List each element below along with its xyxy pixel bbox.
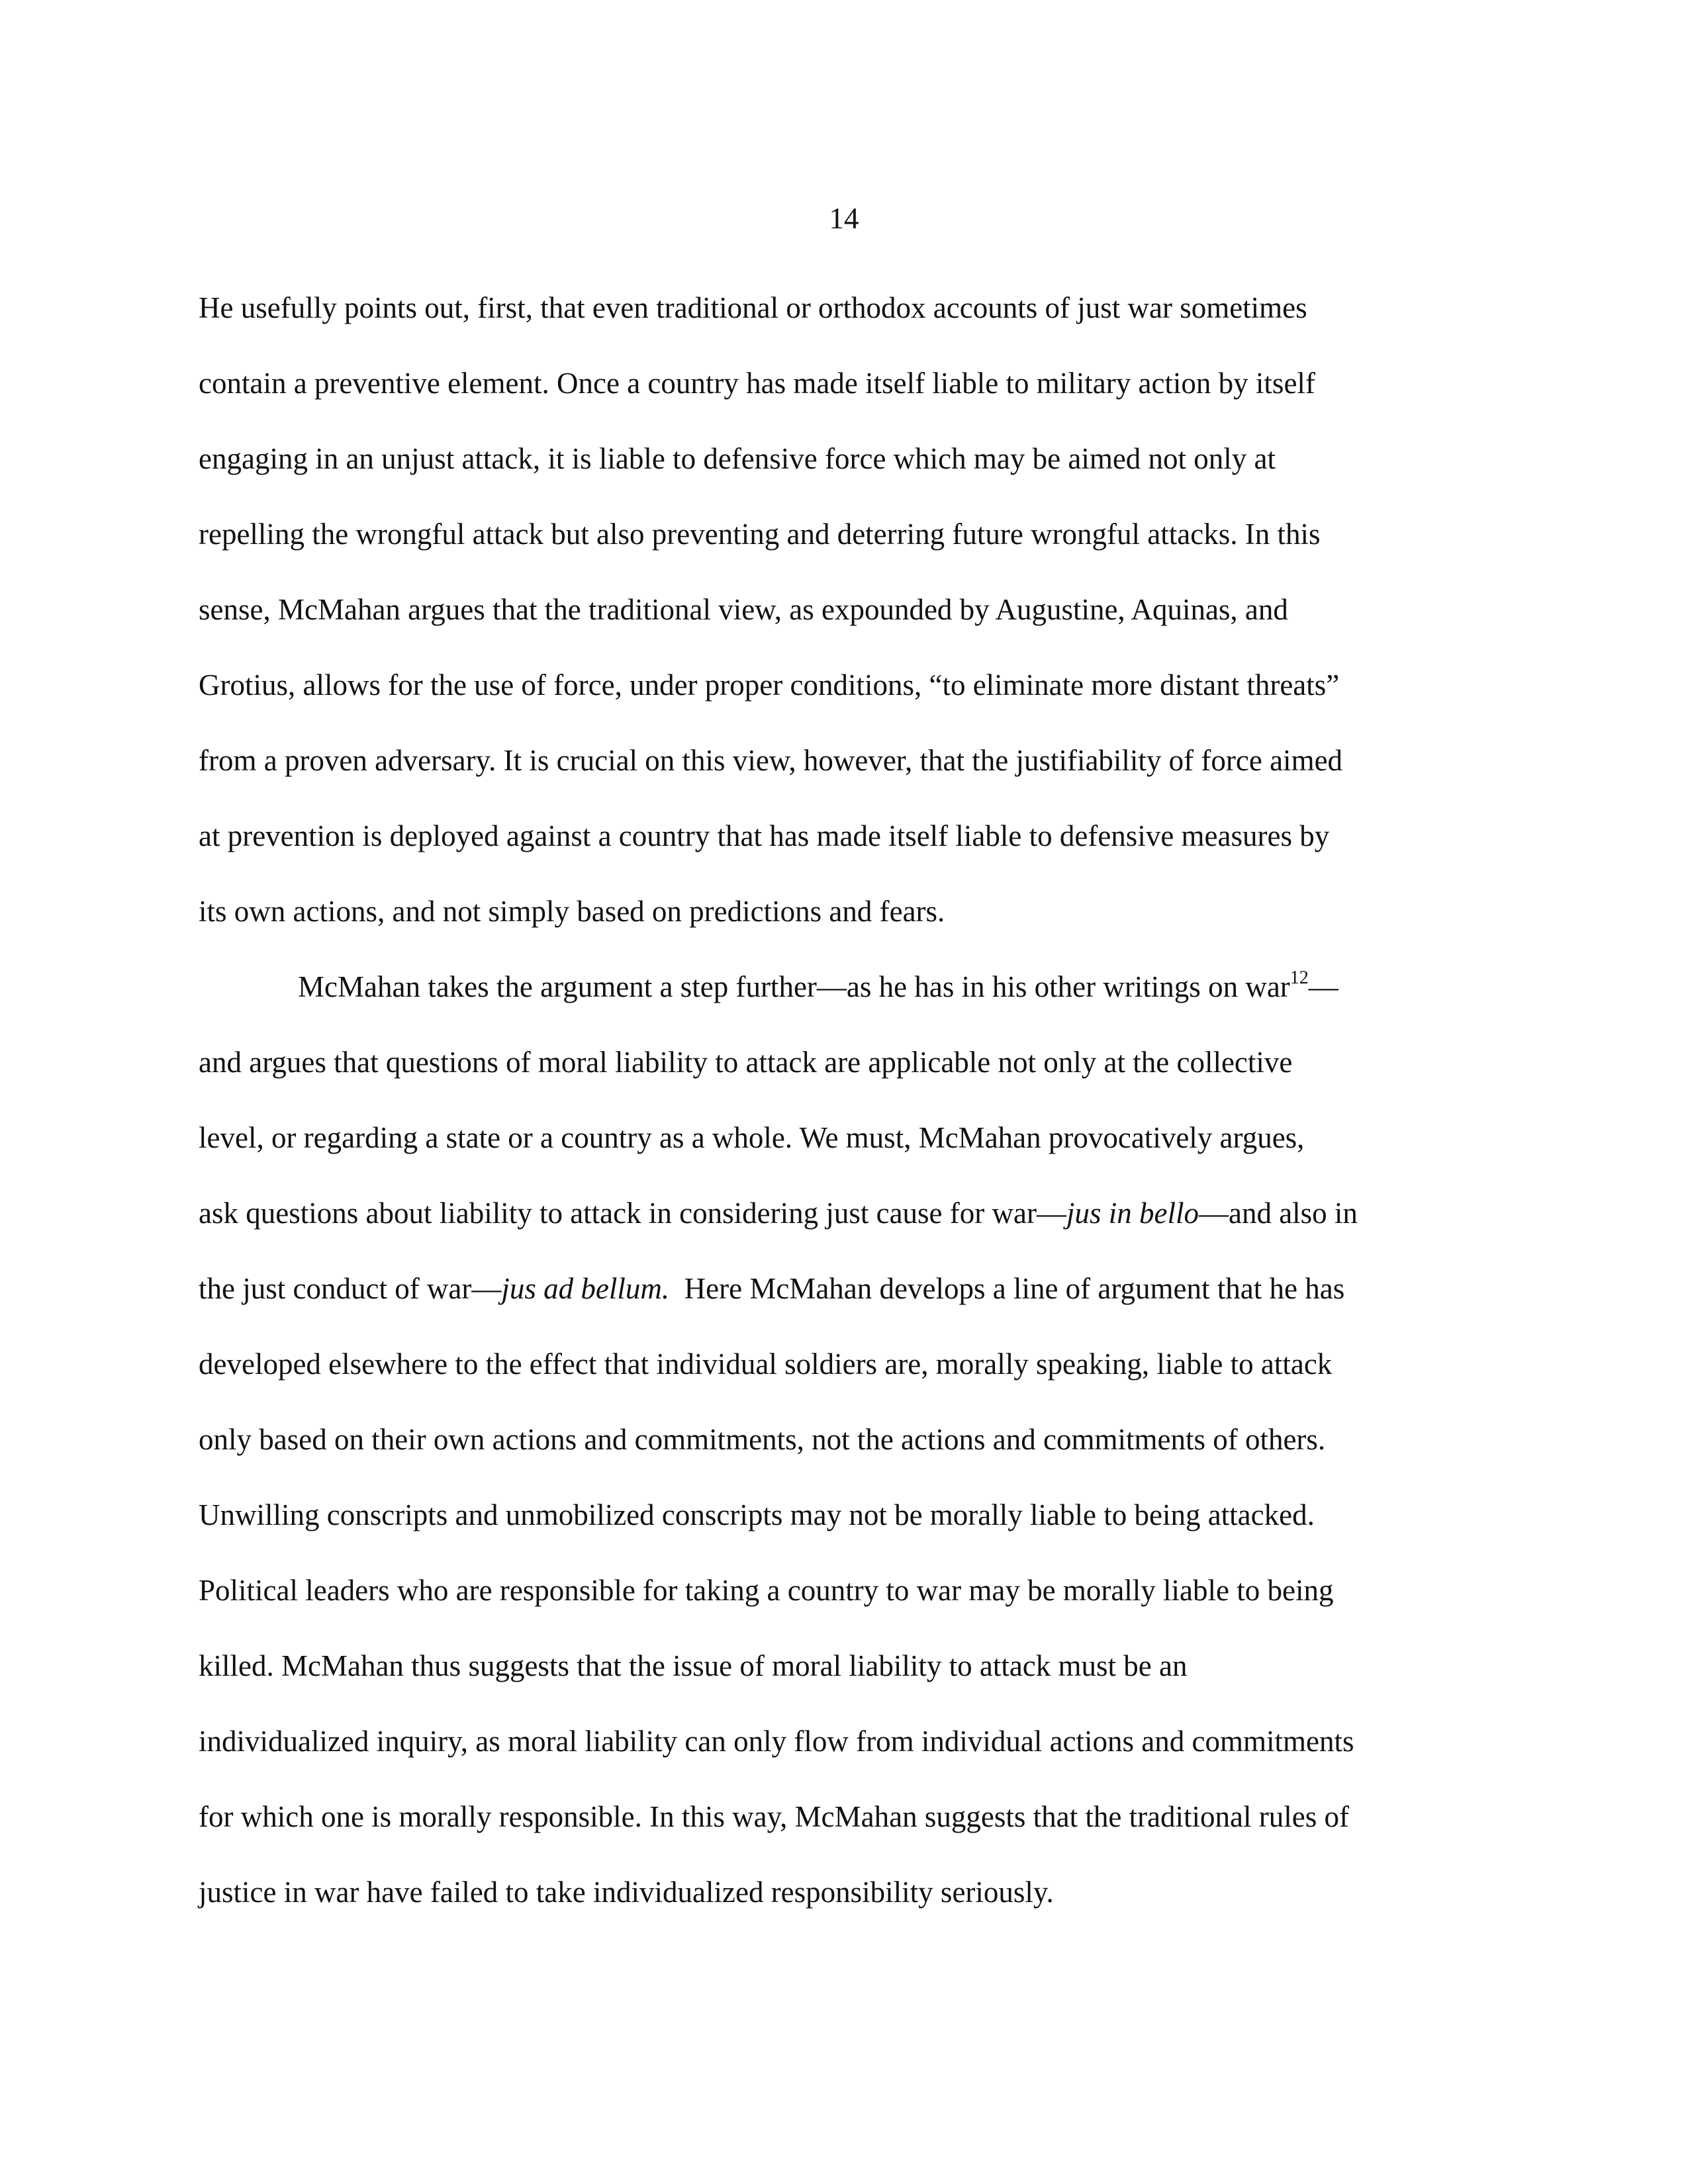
italic-term: jus in bello <box>1066 1197 1199 1230</box>
text-line <box>199 1251 1489 1326</box>
paragraph-1 <box>199 270 1489 949</box>
footnote-reference[interactable]: 12 <box>1289 968 1309 988</box>
text-line: its own actions, and not simply based on predictions and fears. <box>199 895 945 928</box>
paragraph-2 <box>199 949 1489 1930</box>
text-line: level, or regarding a state or a country as a whole. We must, McMahan provocatively argues, <box>199 1121 1305 1154</box>
text-line: only based on their own actions and commitments, not the actions and commitments of others. <box>199 1423 1326 1456</box>
text-line: engaging in an unjust attack, it is liable to defensive force which may be aimed not only at <box>199 442 1276 475</box>
body-text <box>199 270 1489 1930</box>
text-line: repelling the wrongful attack but also preventing and deterring future wrongful attacks. In this <box>199 518 1321 551</box>
text-line: for which one is morally responsible. In this way, McMahan suggests that the traditional rules of <box>199 1800 1349 1833</box>
page-number: 14 <box>829 202 859 235</box>
text-line: and argues that questions of moral liability to attack are applicable not only at the collective <box>199 1046 1293 1079</box>
text-segment: —and also in <box>1198 1197 1358 1230</box>
text-segment: Here McMahan develops a line of argument that he has <box>669 1272 1345 1305</box>
italic-term: jus ad bellum. <box>501 1272 670 1305</box>
text-line: from a proven adversary. It is crucial on this view, however, that the justifiability of force aimed <box>199 744 1343 777</box>
text-line: Unwilling conscripts and unmobilized conscripts may not be morally liable to being attacked. <box>199 1498 1315 1531</box>
text-line: at prevention is deployed against a country that has made itself liable to defensive measures by <box>199 819 1330 852</box>
text-line: He usefully points out, first, that even traditional or orthodox accounts of just war sometimes <box>199 291 1307 324</box>
text-line: Grotius, allows for the use of force, under proper conditions, “to eliminate more distant threats” <box>199 668 1340 702</box>
text-line: killed. McMahan thus suggests that the issue of moral liability to attack must be an <box>199 1649 1188 1682</box>
text-line: sense, McMahan argues that the traditional view, as expounded by Augustine, Aquinas, and <box>199 593 1288 626</box>
text-line: developed elsewhere to the effect that individual soldiers are, morally speaking, liable to attack <box>199 1347 1333 1381</box>
text-segment: — <box>1308 970 1338 1003</box>
text-line: Political leaders who are responsible for taking a country to war may be morally liable to being <box>199 1574 1334 1607</box>
text-line: individualized inquiry, as moral liability can only flow from individual actions and commitments <box>199 1725 1354 1758</box>
text-line: justice in war have failed to take individualized responsibility seriously. <box>199 1876 1054 1909</box>
text-segment: ask questions about liability to attack in considering just cause for war— <box>199 1197 1066 1230</box>
text-segment: McMahan takes the argument a step further—as he has in his other writings on war <box>298 970 1290 1003</box>
text-line <box>199 949 1489 1024</box>
text-line <box>199 1175 1489 1251</box>
text-line: contain a preventive element. Once a country has made itself liable to military action by itself <box>199 367 1315 400</box>
text-segment: the just conduct of war— <box>199 1272 502 1305</box>
